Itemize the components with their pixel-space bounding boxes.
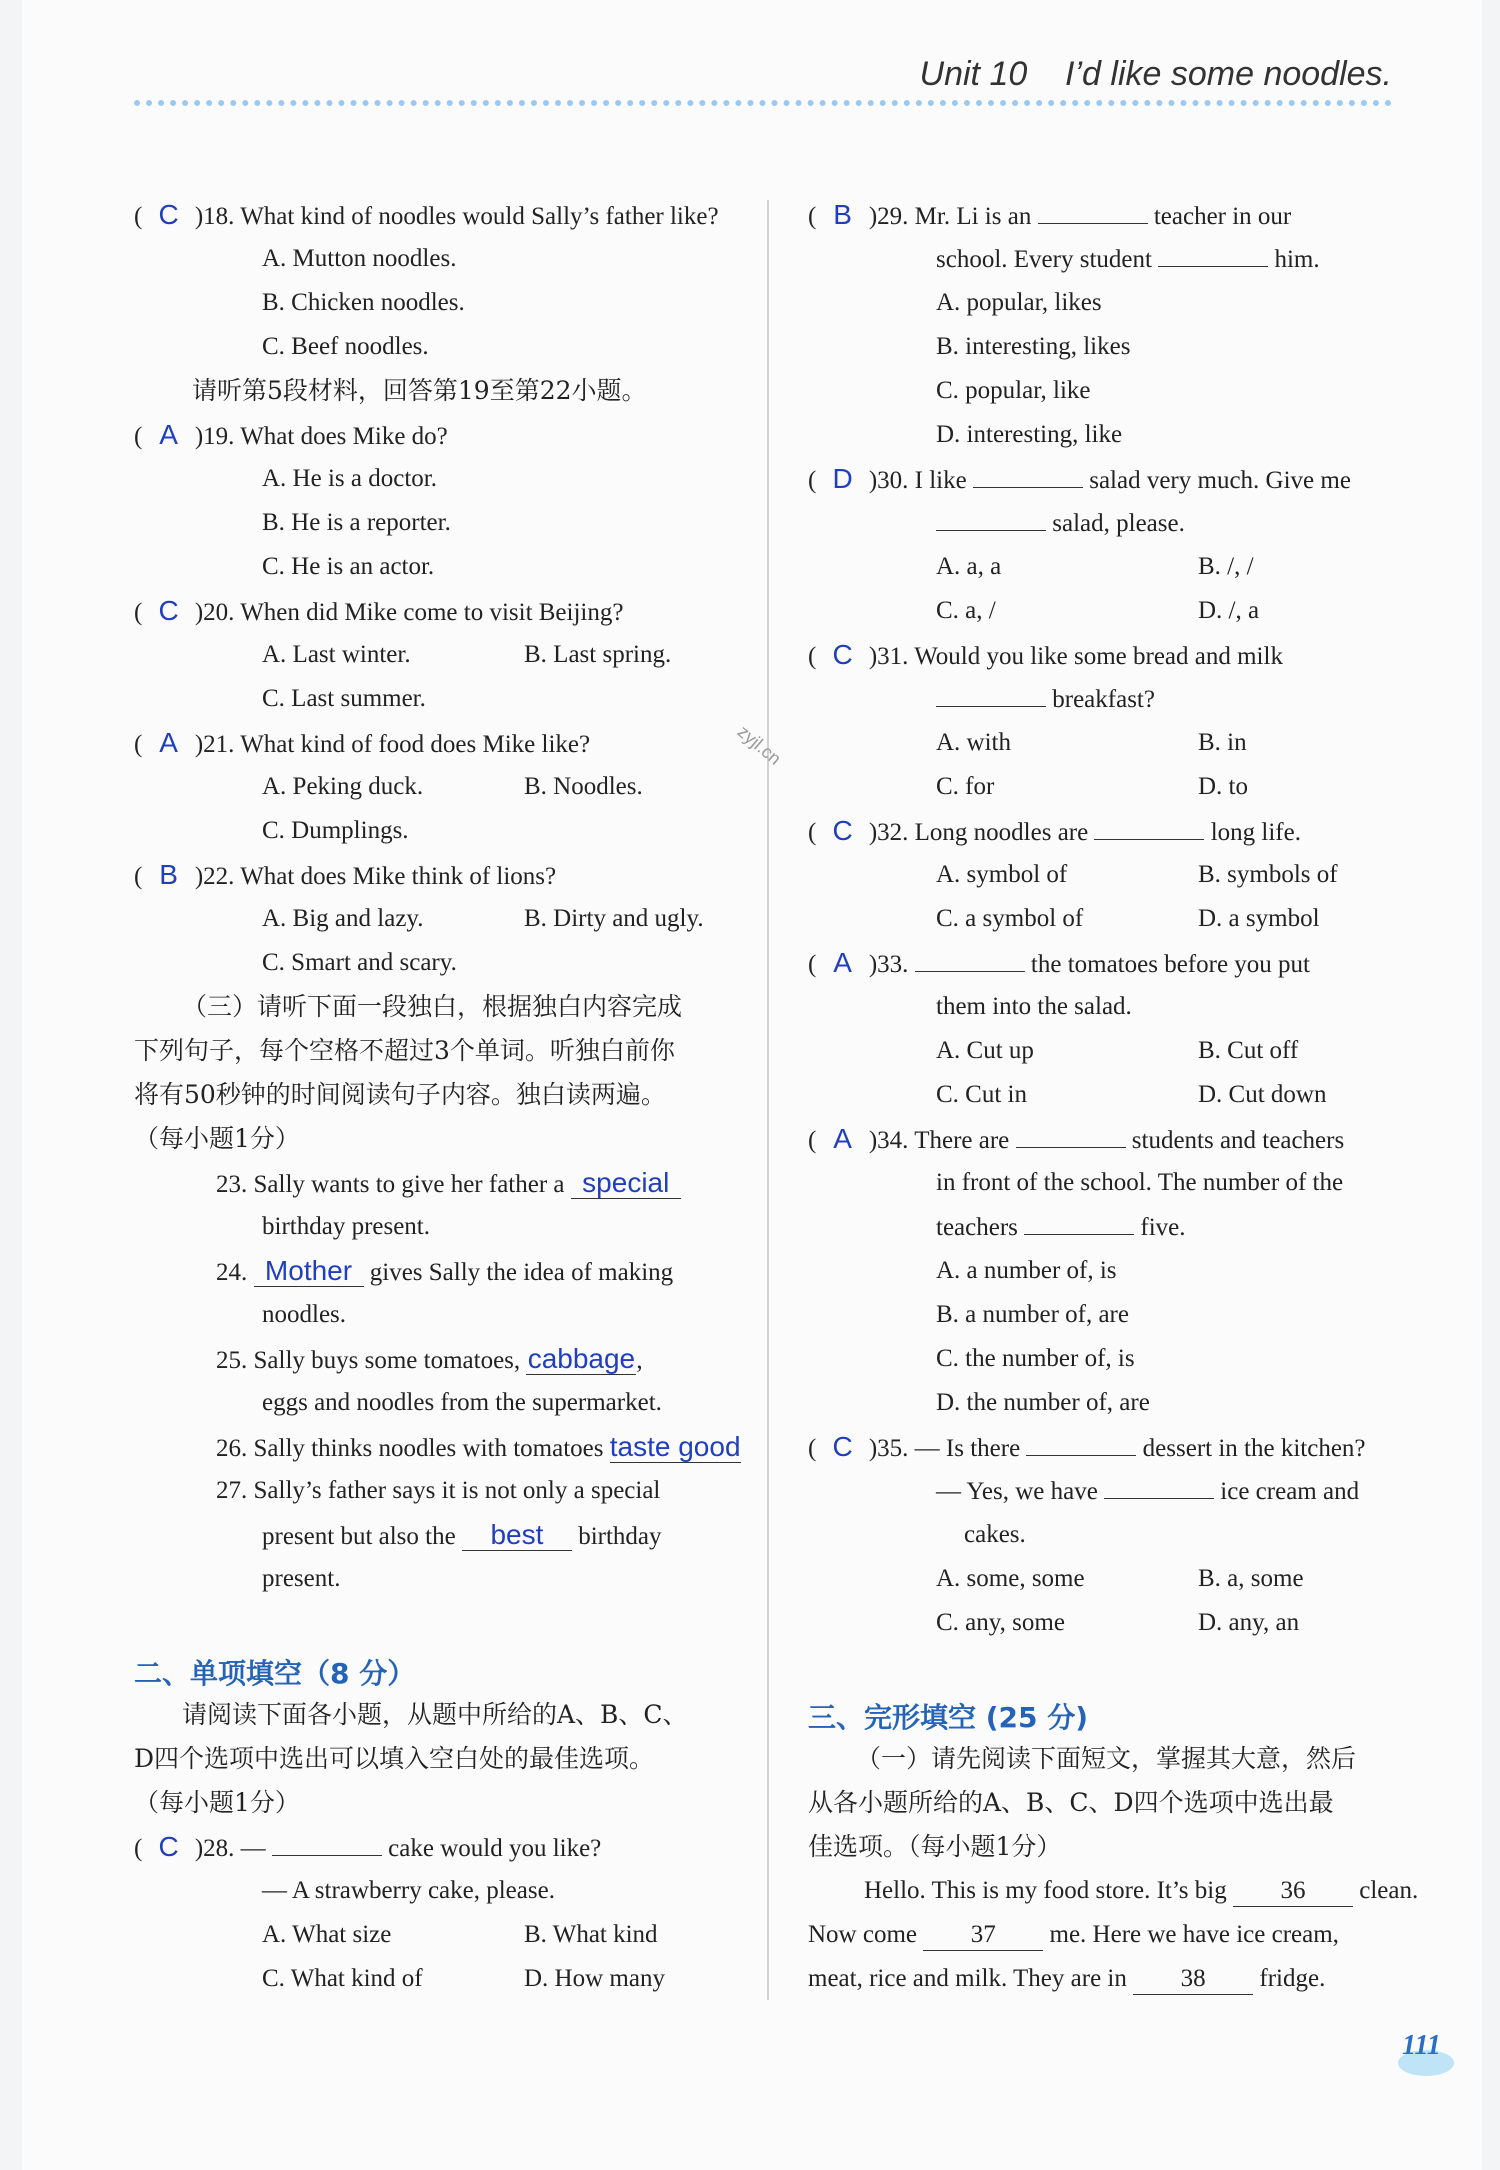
question-20: ( C )20. When did Mike come to visit Beijing?	[134, 595, 624, 626]
question-stem: teachers	[936, 1214, 1018, 1241]
question-27-line2	[262, 1520, 662, 1552]
answer: B	[833, 199, 852, 230]
part3-instruction-line1: （三）请听下面一段独白，根据独白内容完成	[182, 992, 683, 1021]
option-a: A. a number of, is	[936, 1257, 1117, 1284]
option-a: A. Peking duck.	[262, 773, 424, 800]
answer: C	[158, 1831, 179, 1862]
question-31-line2	[936, 684, 1155, 715]
option-a: A. some, some	[936, 1565, 1085, 1592]
question-23	[216, 1168, 681, 1200]
answer: A	[833, 1123, 852, 1154]
passage-text: clean.	[1359, 1877, 1419, 1904]
question-stem: the tomatoes before you put	[1030, 951, 1310, 978]
question-22: ( B )22. What does Mike think of lions?	[134, 859, 557, 890]
option-a: A. Last winter.	[262, 641, 411, 668]
option-b: B. What kind	[524, 1921, 658, 1948]
answer: B	[159, 859, 178, 890]
question-stem: salad, please.	[1052, 510, 1185, 537]
option-b: B. Cut off	[1198, 1037, 1299, 1064]
part3-instruction-line2: 下列句子，每个空格不超过3个单词。听独白前你	[134, 1036, 675, 1065]
option-d: D. /, a	[1198, 597, 1260, 624]
sentence-text: present but also the	[262, 1523, 456, 1550]
answer-blank	[272, 1833, 382, 1856]
option-d: D. the number of, are	[936, 1389, 1150, 1416]
answer-blank	[1038, 201, 1148, 224]
question-stem: salad very much. Give me	[1089, 467, 1351, 494]
question-28: ( C )28. — cake would you like?	[134, 1831, 602, 1862]
section-2-instruction-line3: （每小题1分）	[134, 1788, 300, 1817]
option-c: C. a symbol of	[936, 905, 1084, 932]
option-a: A. He is a doctor.	[262, 465, 437, 492]
question-stem: dessert in the kitchen?	[1142, 1435, 1366, 1462]
question-35: ( C )35. — Is there dessert in the kitchen?	[808, 1431, 1366, 1462]
question-24-cont: noodles.	[262, 1301, 347, 1328]
answer-blank	[936, 508, 1046, 531]
unit-title: Unit 10 I’d like some noodles.	[919, 55, 1392, 93]
question-18: ( C )18. What kind of noodles would Sally’s father like?	[134, 199, 719, 230]
option-a: A. Cut up	[936, 1037, 1034, 1064]
option-c: C. Cut in	[936, 1081, 1027, 1108]
option-c: C. for	[936, 773, 995, 800]
question-25	[216, 1344, 643, 1376]
filled-answer: taste good	[609, 1431, 741, 1462]
answer: A	[833, 947, 852, 978]
question-23-cont: birthday present.	[262, 1213, 431, 1240]
question-stem: cake would you like?	[388, 1835, 602, 1862]
option-c: C. What kind of	[262, 1965, 423, 1992]
question-29: ( B )29. Mr. Li is an teacher in our	[808, 199, 1292, 230]
option-c: C. the number of, is	[936, 1345, 1135, 1372]
option-b: B. Last spring.	[524, 641, 672, 668]
option-c: C. Dumplings.	[262, 817, 409, 844]
question-stem: )33.	[868, 951, 909, 978]
filled-answer: special	[571, 1168, 681, 1199]
answer-blank	[1026, 1433, 1136, 1456]
question-34-line2: in front of the school. The number of the	[936, 1169, 1344, 1196]
question-stem: )29. Mr. Li is an	[868, 203, 1032, 230]
answer: D	[832, 463, 853, 494]
question-21: ( A )21. What kind of food does Mike like?	[134, 727, 591, 758]
option-c: C. Beef noodles.	[262, 333, 429, 360]
watermark: zyjl.cn	[733, 721, 785, 769]
question-33: ( A )33. the tomatoes before you put	[808, 947, 1310, 978]
option-a: A. popular, likes	[936, 289, 1102, 316]
question-stem: )18. What kind of noodles would Sally’s father like?	[194, 203, 719, 230]
question-26	[216, 1432, 741, 1464]
option-a: A. symbol of	[936, 861, 1068, 888]
part3-instruction-line4: （每小题1分）	[134, 1124, 300, 1153]
page-number: 111	[1402, 2030, 1441, 2061]
header-dotted-rule	[134, 100, 1392, 106]
filled-answer: cabbage	[527, 1343, 636, 1374]
option-d: D. any, an	[1198, 1609, 1300, 1636]
question-stem: )34. There are	[868, 1127, 1010, 1154]
workbook-page	[22, 0, 1482, 2170]
section-2-instruction-line2: D四个选项中选出可以填入空白处的最佳选项。	[134, 1744, 655, 1773]
sentence-text: birthday	[578, 1523, 662, 1550]
passage-line-3	[808, 1964, 1325, 1995]
question-29-line2	[936, 244, 1320, 275]
question-25-cont: eggs and noodles from the supermarket.	[262, 1389, 662, 1416]
option-d: D. to	[1198, 773, 1248, 800]
question-24	[216, 1256, 673, 1288]
option-b: B. He is a reporter.	[262, 509, 451, 536]
answer: C	[832, 1431, 853, 1462]
answer: A	[159, 727, 178, 758]
answer-blank	[915, 949, 1025, 972]
passage-text: me. Here we have ice cream,	[1049, 1921, 1339, 1948]
question-stem: five.	[1140, 1214, 1186, 1241]
answer-blank	[1158, 244, 1268, 267]
option-a: A. Big and lazy.	[262, 905, 424, 932]
option-b: B. symbols of	[1198, 861, 1338, 888]
passage-text: fridge.	[1259, 1965, 1326, 1992]
option-c: C. He is an actor.	[262, 553, 435, 580]
question-30: ( D )30. I like salad very much. Give me	[808, 463, 1351, 494]
question-35-line2	[936, 1476, 1359, 1507]
option-a: A. with	[936, 729, 1011, 756]
question-stem: breakfast?	[1052, 686, 1155, 713]
section-3-instruction-line3: 佳选项。（每小题1分）	[808, 1832, 1062, 1861]
question-stem: him.	[1274, 246, 1320, 273]
answer: C	[158, 595, 179, 626]
section-3-instruction-line1: （一）请先阅读下面短文，掌握其大意，然后	[856, 1744, 1357, 1773]
passage-text: meat, rice and milk. They are in	[808, 1965, 1127, 1992]
question-32: ( C )32. Long noodles are long life.	[808, 815, 1301, 846]
blank-38: 38	[1133, 1964, 1253, 1995]
option-c: C. popular, like	[936, 377, 1091, 404]
question-stem: )22. What does Mike think of lions?	[194, 863, 557, 890]
question-stem: )21. What kind of food does Mike like?	[194, 731, 591, 758]
question-19: ( A )19. What does Mike do?	[134, 419, 448, 450]
question-stem: )20. When did Mike come to visit Beijing?	[194, 599, 624, 626]
section-3-heading: 三、完形填空 (25 分)	[808, 1701, 1089, 1734]
question-28-line2: — A strawberry cake, please.	[262, 1877, 555, 1904]
question-stem: — Yes, we have	[936, 1478, 1098, 1505]
question-31: ( C )31. Would you like some bread and milk	[808, 639, 1283, 670]
listening-instruction: 请听第5段材料，回答第19至第22小题。	[192, 376, 647, 405]
option-b: B. interesting, likes	[936, 333, 1131, 360]
question-stem: )32. Long noodles are	[868, 819, 1089, 846]
passage-line-2	[808, 1920, 1339, 1951]
question-27-line3: present.	[262, 1565, 341, 1592]
section-2-instruction-line1: 请阅读下面各小题，从题中所给的A、B、C、	[182, 1700, 688, 1729]
filled-answer: best	[462, 1520, 572, 1551]
option-d: D. interesting, like	[936, 421, 1123, 448]
option-b: B. in	[1198, 729, 1247, 756]
option-c: C. any, some	[936, 1609, 1065, 1636]
option-b: B. a number of, are	[936, 1301, 1129, 1328]
question-stem: )35. — Is there	[868, 1435, 1021, 1462]
question-stem: ice cream and	[1220, 1478, 1360, 1505]
answer-blank	[1024, 1212, 1134, 1235]
answer: C	[832, 815, 853, 846]
option-b: B. a, some	[1198, 1565, 1304, 1592]
question-34: ( A )34. There are students and teachers	[808, 1123, 1345, 1154]
sentence-text: gives Sally the idea of making	[369, 1259, 674, 1286]
option-a: A. What size	[262, 1921, 392, 1948]
sentence-text: 24.	[216, 1259, 248, 1286]
answer: A	[159, 419, 178, 450]
passage-text: Now come	[808, 1921, 917, 1948]
answer: C	[158, 199, 179, 230]
blank-37: 37	[923, 1920, 1043, 1951]
question-30-line2	[936, 508, 1185, 539]
question-35-line3: cakes.	[964, 1521, 1026, 1548]
answer-blank	[1016, 1125, 1126, 1148]
passage-text: Hello. This is my food store. It’s big	[864, 1877, 1227, 1904]
option-b: B. Chicken noodles.	[262, 289, 465, 316]
option-b: B. /, /	[1198, 553, 1254, 580]
option-d: D. How many	[524, 1965, 665, 1992]
column-divider	[767, 200, 769, 2000]
part3-instruction-line3: 将有50秒钟的时间阅读句子内容。独白读两遍。	[134, 1080, 666, 1109]
option-c: C. Smart and scary.	[262, 949, 457, 976]
sentence-text: 23. Sally wants to give her father a	[216, 1171, 565, 1198]
option-a: A. a, a	[936, 553, 1002, 580]
option-d: D. a symbol	[1198, 905, 1320, 932]
question-stem: long life.	[1210, 819, 1301, 846]
sentence-text: 25. Sally buys some tomatoes,	[216, 1347, 521, 1374]
question-stem: school. Every student	[936, 246, 1152, 273]
option-b: B. Dirty and ugly.	[524, 905, 704, 932]
option-a: A. Mutton noodles.	[262, 245, 457, 272]
blank-36: 36	[1233, 1876, 1353, 1907]
passage-line-1	[864, 1876, 1418, 1907]
option-c: C. Last summer.	[262, 685, 426, 712]
answer-blank	[973, 465, 1083, 488]
question-stem: teacher in our	[1153, 203, 1292, 230]
question-34-line3	[936, 1212, 1186, 1243]
question-stem: )31. Would you like some bread and milk	[868, 643, 1283, 670]
sentence-text: ,	[636, 1347, 643, 1374]
sentence-text: 26. Sally thinks noodles with tomatoes	[216, 1435, 604, 1462]
answer: C	[832, 639, 853, 670]
question-33-line2: them into the salad.	[936, 993, 1132, 1020]
section-3-instruction-line2: 从各小题所给的A、B、C、D四个选项中选出最	[808, 1788, 1334, 1817]
filled-answer: Mother	[254, 1256, 364, 1287]
option-c: C. a, /	[936, 597, 996, 624]
question-stem: students and teachers	[1131, 1127, 1345, 1154]
question-27: 27. Sally’s father says it is not only a special	[216, 1477, 661, 1504]
question-stem: )28. —	[194, 1835, 266, 1862]
question-stem: )19. What does Mike do?	[194, 423, 448, 450]
answer-blank	[936, 684, 1046, 707]
section-2-heading: 二、单项填空（8 分）	[134, 1657, 416, 1690]
option-d: D. Cut down	[1198, 1081, 1327, 1108]
answer-blank	[1104, 1476, 1214, 1499]
option-b: B. Noodles.	[524, 773, 643, 800]
question-stem: )30. I like	[868, 467, 967, 494]
answer-blank	[1094, 817, 1204, 840]
